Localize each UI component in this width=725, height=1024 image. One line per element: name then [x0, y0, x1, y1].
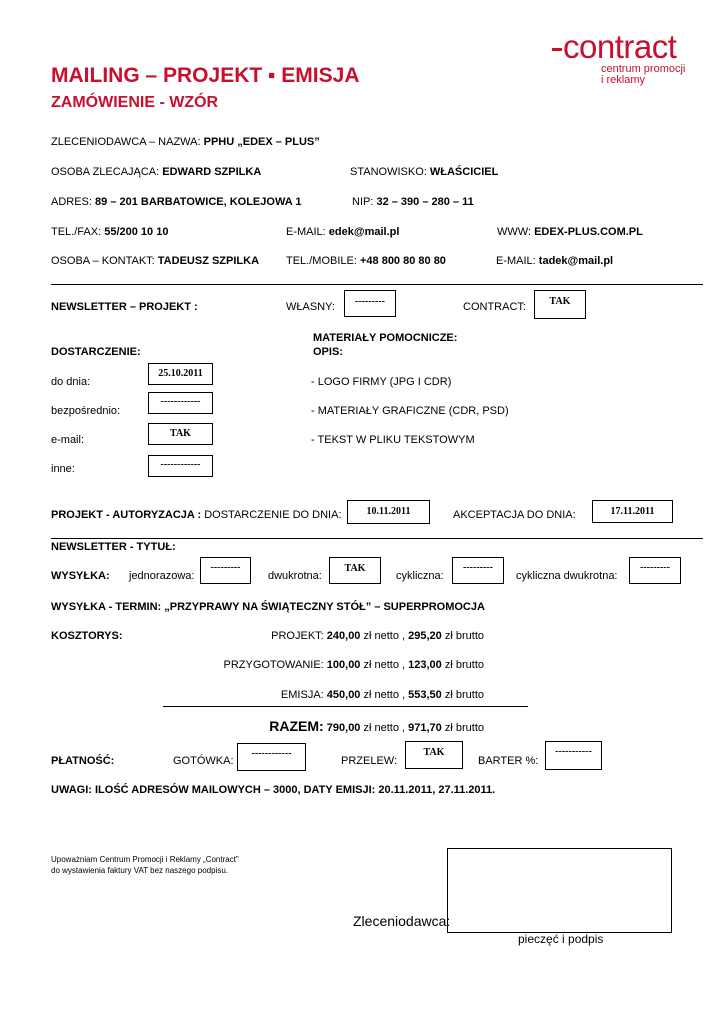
authorization-label: PROJEKT - AUTORYZACJA :	[51, 509, 202, 521]
client-person-value: EDWARD SZPILKA	[162, 166, 262, 178]
authorization-note-2: do wystawienia faktury VAT bez naszego podpisu.	[51, 866, 228, 875]
authorization-delivery-label: DOSTARCZENIE DO DNIA:	[204, 509, 342, 521]
dispatch-cyclic-label: cykliczna:	[396, 570, 444, 582]
client-www-label: WWW:	[497, 226, 532, 238]
total-line	[163, 706, 528, 707]
delivery-until-label: do dnia:	[51, 376, 91, 388]
delivery-until-field[interactable]: 25.10.2011	[148, 363, 213, 385]
cost-total-gross: 971,70	[408, 722, 442, 734]
dispatch-cyclic-field[interactable]: ---------	[452, 557, 504, 584]
dispatch-cyclic-double-field[interactable]: ---------	[629, 557, 681, 584]
client-address-value: 89 – 201 BARBATOWICE, KOLEJOWA 1	[95, 196, 302, 208]
client-email2-value: tadek@mail.pl	[538, 255, 614, 267]
material-item: - TEKST W PLIKU TEKSTOWYM	[311, 434, 475, 446]
dispatch-label: WYSYŁKA:	[51, 570, 110, 582]
cost-row-net: 450,00	[326, 689, 361, 701]
cost-gross-suffix: zł brutto	[444, 722, 484, 734]
cost-total-row	[269, 718, 484, 734]
client-person-label: OSOBA ZLECAJĄCA:	[51, 166, 160, 178]
authorization-delivery-field[interactable]: 10.11.2011	[347, 500, 430, 524]
logo-sub-2: i reklamy	[601, 74, 646, 86]
client-position-label: STANOWISKO:	[350, 166, 427, 178]
signature-box[interactable]	[447, 848, 672, 933]
contract-field[interactable]: TAK	[534, 290, 586, 319]
client-name-row	[51, 136, 320, 148]
cost-row-name: PRZYGOTOWANIE:	[223, 659, 324, 671]
dispatch-double-field[interactable]: TAK	[329, 557, 381, 584]
page-subtitle: ZAMÓWIENIE - WZÓR	[51, 94, 219, 111]
logo-brand: contract	[563, 28, 677, 65]
logo-sub-1: centrum promocji	[601, 63, 686, 75]
dispatch-term: WYSYŁKA - TERMIN: „PRZYPRAWY NA ŚWIĄTECZNY STÓŁ” – SUPERPROMOCJA	[51, 601, 485, 613]
delivery-email-field[interactable]: TAK	[148, 423, 213, 445]
client-name-value: PPHU „EDEX – PLUS”	[203, 136, 320, 148]
newsletter-title-label: NEWSLETTER - TYTUŁ:	[51, 541, 176, 553]
payment-transfer-field[interactable]: TAK	[405, 741, 463, 769]
cost-total-label: RAZEM:	[269, 718, 324, 734]
dispatch-double-label: dwukrotna:	[268, 570, 322, 582]
contract-label: CONTRACT:	[463, 301, 526, 313]
payment-cash-field[interactable]: ------------	[237, 743, 306, 771]
cost-row-net: 100,00	[326, 659, 361, 671]
cost-row-gross: 123,00	[408, 659, 442, 671]
notes: UWAGI: ILOŚĆ ADRESÓW MAILOWYCH – 3000, DATY EMISJI: 20.11.2011, 27.11.2011.	[51, 784, 496, 796]
divider-line	[51, 284, 703, 285]
cost-row-gross: 295,20	[408, 630, 442, 642]
own-field[interactable]: ---------	[344, 290, 396, 317]
client-mobile-row	[286, 255, 446, 267]
dispatch-single-label: jednorazowa:	[129, 570, 195, 582]
materials-heading: MATERIAŁY POMOCNICZE:	[313, 332, 458, 344]
client-nip-label: NIP:	[352, 196, 374, 208]
client-tel-label: TEL./FAX:	[51, 226, 102, 238]
client-www-value: EDEX-PLUS.COM.PL	[534, 226, 643, 238]
client-contact-row	[51, 255, 259, 267]
client-www-row	[497, 226, 643, 238]
client-email-value: edek@mail.pl	[328, 226, 400, 238]
cost-net-suffix: zł netto ,	[363, 689, 406, 701]
client-mobile-label: TEL./MOBILE:	[286, 255, 357, 267]
cost-gross-suffix: zł brutto	[444, 630, 484, 642]
client-tel-value: 55/200 10 10	[104, 226, 169, 238]
client-position-value: WŁAŚCICIEL	[429, 166, 499, 178]
client-contact-value: TADEUSZ SZPILKA	[157, 255, 260, 267]
logo-dash-icon	[552, 48, 562, 51]
client-address-label: ADRES:	[51, 196, 92, 208]
client-mobile-value: +48 800 80 80 80	[359, 255, 446, 267]
payment-barter-label: BARTER %:	[478, 755, 539, 767]
payment-label: PŁATNOŚĆ:	[51, 755, 115, 767]
cost-row-name: PROJEKT:	[271, 630, 324, 642]
client-address-row	[51, 196, 301, 208]
cost-row-net: 240,00	[326, 630, 361, 642]
delivery-other-label: inne:	[51, 463, 75, 475]
cost-row-name: EMISJA:	[280, 689, 324, 701]
contract-logo	[552, 28, 676, 66]
client-contact-label: OSOBA – KONTAKT:	[51, 255, 155, 267]
cost-net-suffix: zł netto ,	[363, 659, 406, 671]
authorization-note-1: Upoważniam Centrum Promocji i Reklamy „Contract”	[51, 855, 239, 864]
payment-cash-label: GOTÓWKA:	[173, 755, 234, 767]
client-position-row	[350, 166, 498, 178]
dispatch-single-field[interactable]: ---------	[200, 557, 251, 584]
payment-barter-field[interactable]: -----------	[545, 741, 602, 770]
authorization-accept-field[interactable]: 17.11.2011	[592, 500, 673, 523]
own-label: WŁASNY:	[286, 301, 335, 313]
client-person-row	[51, 166, 261, 178]
client-tel-row	[51, 226, 168, 238]
cost-gross-suffix: zł brutto	[444, 659, 484, 671]
divider-line	[51, 538, 703, 539]
cost-row-gross: 553,50	[408, 689, 442, 701]
cost-net-suffix: zł netto ,	[363, 722, 406, 734]
client-email2-row	[496, 255, 613, 267]
authorization-row	[51, 509, 342, 521]
client-name-label: ZLECENIODAWCA – NAZWA:	[51, 136, 201, 148]
cost-row	[223, 659, 484, 671]
delivery-heading: DOSTARCZENIE:	[51, 346, 141, 358]
client-signature-label: Zleceniodawca:	[353, 913, 451, 929]
cost-total-net: 790,00	[326, 722, 361, 734]
newsletter-project-label: NEWSLETTER – PROJEKT :	[51, 301, 198, 313]
page-title: MAILING – PROJEKT ▪ EMISJA	[51, 64, 360, 87]
delivery-email-label: e-mail:	[51, 434, 85, 446]
delivery-other-field[interactable]: ------------	[148, 455, 213, 477]
dispatch-cyclic-double-label: cykliczna dwukrotna:	[516, 570, 618, 582]
materials-opis: OPIS:	[313, 346, 343, 358]
authorization-accept-label: AKCEPTACJA DO DNIA:	[453, 509, 576, 521]
cost-row	[271, 630, 484, 642]
client-nip-value: 32 – 390 – 280 – 11	[376, 196, 474, 208]
delivery-direct-field[interactable]: ------------	[148, 392, 213, 414]
cost-gross-suffix: zł brutto	[444, 689, 484, 701]
cost-row	[281, 689, 484, 701]
cost-net-suffix: zł netto ,	[363, 630, 406, 642]
client-email-label: E-MAIL:	[286, 226, 326, 238]
material-item: - MATERIAŁY GRAFICZNE (CDR, PSD)	[311, 405, 509, 417]
payment-transfer-label: PRZELEW:	[341, 755, 398, 767]
client-email2-label: E-MAIL:	[496, 255, 536, 267]
client-email-row	[286, 226, 399, 238]
stamp-label: pieczęć i podpis	[518, 932, 604, 946]
client-nip-row	[352, 196, 474, 208]
material-item: - LOGO FIRMY (JPG I CDR)	[311, 376, 452, 388]
delivery-direct-label: bezpośrednio:	[51, 405, 121, 417]
costs-label: KOSZTORYS:	[51, 630, 123, 642]
